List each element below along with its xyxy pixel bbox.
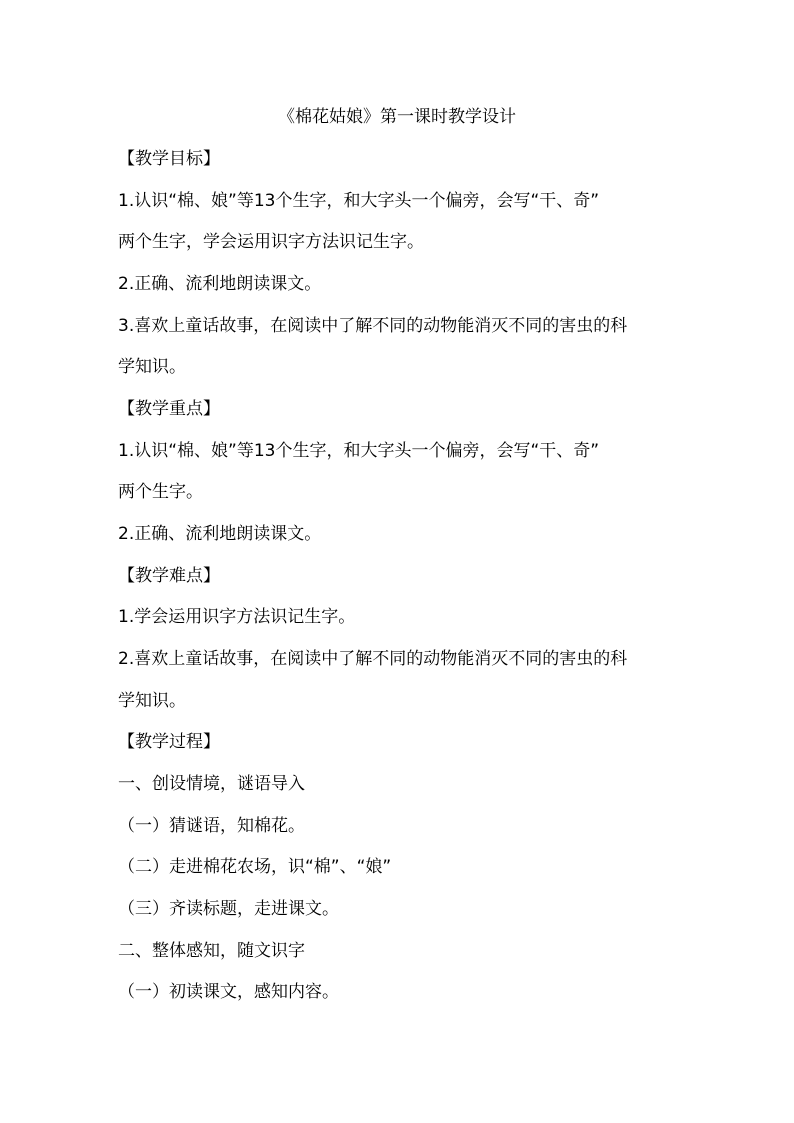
process-step-2: 二、整体感知，随文识字: [118, 941, 305, 961]
process-step-1-sub-1: （一）猜谜语，知棉花。: [118, 816, 305, 836]
key-point-1-line-1: 1.认识“棉、娘”等13个生字，和大字头一个偏旁，会写“干、奇”: [118, 441, 600, 461]
key-point-2: 2.正确、流利地朗读课文。: [118, 524, 322, 544]
process-step-2-sub-1: （一）初读课文，感知内容。: [118, 982, 339, 1002]
difficulty-2-line-1: 2.喜欢上童话故事，在阅读中了解不同的动物能消灭不同的害虫的科: [118, 649, 628, 669]
objective-2: 2.正确、流利地朗读课文。: [118, 274, 322, 294]
section-heading-key-points: 【教学重点】: [118, 399, 220, 419]
process-step-1-sub-2: （二）走进棉花农场，识“棉”、“娘”: [118, 857, 392, 877]
difficulty-2-line-2: 学知识。: [118, 691, 186, 711]
objective-1-line-2: 两个生字，学会运用识字方法识记生字。: [118, 232, 424, 252]
process-step-1: 一、创设情境，谜语导入: [118, 774, 305, 794]
objective-3-line-1: 3.喜欢上童话故事，在阅读中了解不同的动物能消灭不同的害虫的科: [118, 316, 628, 336]
section-heading-objectives: 【教学目标】: [118, 149, 220, 169]
document-title: 《棉花姑娘》第一课时教学设计: [278, 107, 516, 127]
section-heading-process: 【教学过程】: [118, 732, 220, 752]
process-step-1-sub-3: （三）齐读标题，走进课文。: [118, 899, 339, 919]
difficulty-1: 1.学会运用识字方法识记生字。: [118, 607, 356, 627]
objective-1-line-1: 1.认识“棉、娘”等13个生字，和大字头一个偏旁，会写“干、奇”: [118, 191, 600, 211]
section-heading-difficulties: 【教学难点】: [118, 566, 220, 586]
objective-3-line-2: 学知识。: [118, 357, 186, 377]
key-point-1-line-2: 两个生字。: [118, 482, 203, 502]
